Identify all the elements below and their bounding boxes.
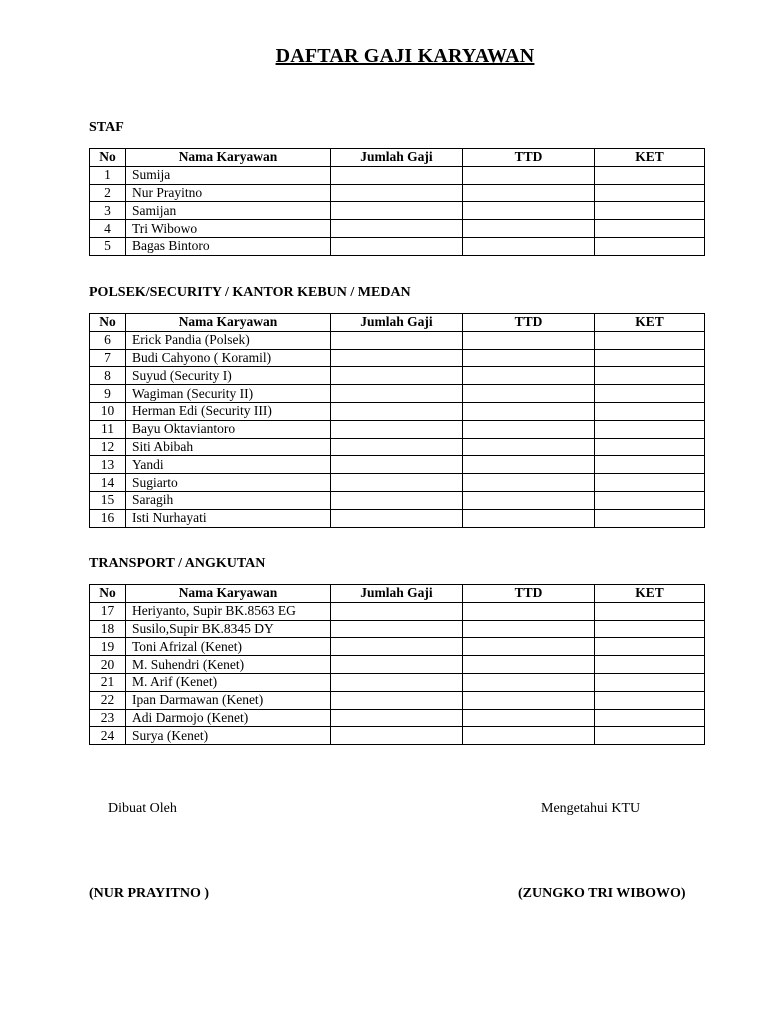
cell-jumlah-gaji (331, 491, 463, 509)
cell-ttd (463, 656, 595, 674)
cell-ket (595, 331, 705, 349)
table-row (90, 509, 705, 527)
cell-ttd (463, 237, 595, 255)
cell-jumlah-gaji (331, 331, 463, 349)
cell-no: 5 (90, 237, 126, 255)
signature-label-mengetahui-ktu: Mengetahui KTU (541, 801, 641, 816)
cell-ket (595, 202, 705, 220)
table-row (90, 166, 705, 184)
cell-ket (595, 509, 705, 527)
cell-ket (595, 474, 705, 492)
cell-ttd (463, 202, 595, 220)
cell-ket (595, 166, 705, 184)
cell-nama-karyawan: Wagiman (Security II) (126, 385, 331, 403)
cell-ket (595, 385, 705, 403)
cell-no: 21 (90, 673, 126, 691)
section-label-staf: STAF (89, 120, 124, 135)
cell-ket (595, 727, 705, 745)
cell-jumlah-gaji (331, 349, 463, 367)
cell-nama-karyawan: Budi Cahyono ( Koramil) (126, 349, 331, 367)
cell-jumlah-gaji (331, 202, 463, 220)
cell-nama-karyawan: Toni Afrizal (Kenet) (126, 638, 331, 656)
cell-jumlah-gaji (331, 438, 463, 456)
cell-ttd (463, 402, 595, 420)
cell-jumlah-gaji (331, 184, 463, 202)
cell-jumlah-gaji (331, 237, 463, 255)
cell-no: 18 (90, 620, 126, 638)
cell-nama-karyawan: Suyud (Security I) (126, 367, 331, 385)
cell-nama-karyawan: Isti Nurhayati (126, 509, 331, 527)
table-row (90, 620, 705, 638)
cell-ket (595, 237, 705, 255)
cell-nama-karyawan: Nur Prayitno (126, 184, 331, 202)
cell-no: 9 (90, 385, 126, 403)
cell-jumlah-gaji (331, 638, 463, 656)
signature-name-right: (ZUNGKO TRI WIBOWO) (518, 886, 686, 901)
cell-nama-karyawan: M. Suhendri (Kenet) (126, 656, 331, 674)
cell-no: 23 (90, 709, 126, 727)
cell-nama-karyawan: Yandi (126, 456, 331, 474)
cell-jumlah-gaji (331, 220, 463, 238)
cell-ttd (463, 184, 595, 202)
table-row (90, 474, 705, 492)
cell-ket (595, 367, 705, 385)
cell-nama-karyawan: Bagas Bintoro (126, 237, 331, 255)
header-no: No (90, 149, 126, 167)
header-no: No (90, 585, 126, 603)
cell-jumlah-gaji (331, 602, 463, 620)
cell-ttd (463, 727, 595, 745)
cell-ket (595, 438, 705, 456)
cell-ttd (463, 331, 595, 349)
cell-nama-karyawan: Surya (Kenet) (126, 727, 331, 745)
cell-ttd (463, 509, 595, 527)
cell-no: 6 (90, 331, 126, 349)
header-ket: KET (595, 149, 705, 167)
cell-nama-karyawan: Heriyanto, Supir BK.8563 EG (126, 602, 331, 620)
table-row (90, 638, 705, 656)
table-row (90, 420, 705, 438)
cell-nama-karyawan: Erick Pandia (Polsek) (126, 331, 331, 349)
table-header-row (90, 149, 705, 167)
cell-no: 22 (90, 691, 126, 709)
cell-no: 17 (90, 602, 126, 620)
table-transport (89, 584, 705, 745)
cell-no: 8 (90, 367, 126, 385)
cell-ket (595, 638, 705, 656)
signature-name-left: (NUR PRAYITNO ) (89, 886, 210, 901)
cell-nama-karyawan: Sugiarto (126, 474, 331, 492)
cell-jumlah-gaji (331, 474, 463, 492)
cell-ket (595, 456, 705, 474)
cell-no: 10 (90, 402, 126, 420)
cell-jumlah-gaji (331, 385, 463, 403)
document-title: DAFTAR GAJI KARYAWAN (275, 45, 535, 67)
cell-ket (595, 420, 705, 438)
cell-jumlah-gaji (331, 420, 463, 438)
cell-no: 2 (90, 184, 126, 202)
header-nama-karyawan: Nama Karyawan (126, 585, 331, 603)
table-staf (89, 148, 705, 256)
table-row (90, 349, 705, 367)
cell-ttd (463, 166, 595, 184)
cell-ket (595, 709, 705, 727)
table-row (90, 385, 705, 403)
cell-ttd (463, 385, 595, 403)
header-ttd: TTD (463, 314, 595, 332)
header-nama-karyawan: Nama Karyawan (126, 149, 331, 167)
table-row (90, 402, 705, 420)
cell-jumlah-gaji (331, 727, 463, 745)
cell-no: 16 (90, 509, 126, 527)
cell-ttd (463, 456, 595, 474)
table-row (90, 202, 705, 220)
cell-no: 4 (90, 220, 126, 238)
cell-ttd (463, 438, 595, 456)
cell-nama-karyawan: Siti Abibah (126, 438, 331, 456)
cell-no: 12 (90, 438, 126, 456)
cell-ket (595, 673, 705, 691)
cell-ttd (463, 420, 595, 438)
cell-ttd (463, 620, 595, 638)
header-ttd: TTD (463, 149, 595, 167)
cell-jumlah-gaji (331, 166, 463, 184)
cell-ket (595, 620, 705, 638)
table-row (90, 184, 705, 202)
cell-ket (595, 656, 705, 674)
cell-ket (595, 402, 705, 420)
cell-ket (595, 691, 705, 709)
header-jumlah-gaji: Jumlah Gaji (331, 149, 463, 167)
cell-ttd (463, 673, 595, 691)
cell-ttd (463, 491, 595, 509)
table-polsek-security (89, 313, 705, 528)
cell-no: 24 (90, 727, 126, 745)
table-row (90, 237, 705, 255)
table-row (90, 438, 705, 456)
cell-nama-karyawan: Saragih (126, 491, 331, 509)
cell-ket (595, 220, 705, 238)
section-label-transport: TRANSPORT / ANGKUTAN (89, 556, 266, 571)
cell-no: 19 (90, 638, 126, 656)
cell-no: 3 (90, 202, 126, 220)
header-jumlah-gaji: Jumlah Gaji (331, 314, 463, 332)
cell-ttd (463, 474, 595, 492)
cell-ket (595, 602, 705, 620)
header-jumlah-gaji: Jumlah Gaji (331, 585, 463, 603)
cell-jumlah-gaji (331, 620, 463, 638)
cell-nama-karyawan: M. Arif (Kenet) (126, 673, 331, 691)
cell-ket (595, 491, 705, 509)
table-row (90, 656, 705, 674)
cell-jumlah-gaji (331, 691, 463, 709)
table-row (90, 673, 705, 691)
cell-nama-karyawan: Samijan (126, 202, 331, 220)
table-row (90, 220, 705, 238)
cell-ket (595, 349, 705, 367)
cell-no: 7 (90, 349, 126, 367)
cell-nama-karyawan: Sumija (126, 166, 331, 184)
cell-ttd (463, 691, 595, 709)
table-row (90, 709, 705, 727)
cell-no: 14 (90, 474, 126, 492)
table-header-row (90, 314, 705, 332)
cell-ttd (463, 709, 595, 727)
header-ket: KET (595, 314, 705, 332)
cell-nama-karyawan: Herman Edi (Security III) (126, 402, 331, 420)
cell-nama-karyawan: Bayu Oktaviantoro (126, 420, 331, 438)
cell-no: 1 (90, 166, 126, 184)
table-row (90, 691, 705, 709)
table-row (90, 602, 705, 620)
table-row (90, 331, 705, 349)
cell-no: 13 (90, 456, 126, 474)
cell-ttd (463, 367, 595, 385)
cell-jumlah-gaji (331, 709, 463, 727)
section-label-polsek-security: POLSEK/SECURITY / KANTOR KEBUN / MEDAN (89, 285, 411, 300)
cell-nama-karyawan: Adi Darmojo (Kenet) (126, 709, 331, 727)
cell-nama-karyawan: Tri Wibowo (126, 220, 331, 238)
cell-nama-karyawan: Ipan Darmawan (Kenet) (126, 691, 331, 709)
cell-ttd (463, 220, 595, 238)
table-row (90, 456, 705, 474)
cell-no: 15 (90, 491, 126, 509)
cell-jumlah-gaji (331, 367, 463, 385)
cell-no: 20 (90, 656, 126, 674)
table-header-row (90, 585, 705, 603)
cell-ttd (463, 602, 595, 620)
cell-jumlah-gaji (331, 509, 463, 527)
cell-ttd (463, 349, 595, 367)
cell-jumlah-gaji (331, 673, 463, 691)
cell-jumlah-gaji (331, 656, 463, 674)
cell-jumlah-gaji (331, 456, 463, 474)
header-no: No (90, 314, 126, 332)
cell-jumlah-gaji (331, 402, 463, 420)
table-row (90, 367, 705, 385)
header-nama-karyawan: Nama Karyawan (126, 314, 331, 332)
table-row (90, 727, 705, 745)
signature-label-dibuat-oleh: Dibuat Oleh (108, 801, 177, 816)
cell-ket (595, 184, 705, 202)
table-row (90, 491, 705, 509)
header-ket: KET (595, 585, 705, 603)
header-ttd: TTD (463, 585, 595, 603)
cell-ttd (463, 638, 595, 656)
cell-nama-karyawan: Susilo,Supir BK.8345 DY (126, 620, 331, 638)
cell-no: 11 (90, 420, 126, 438)
